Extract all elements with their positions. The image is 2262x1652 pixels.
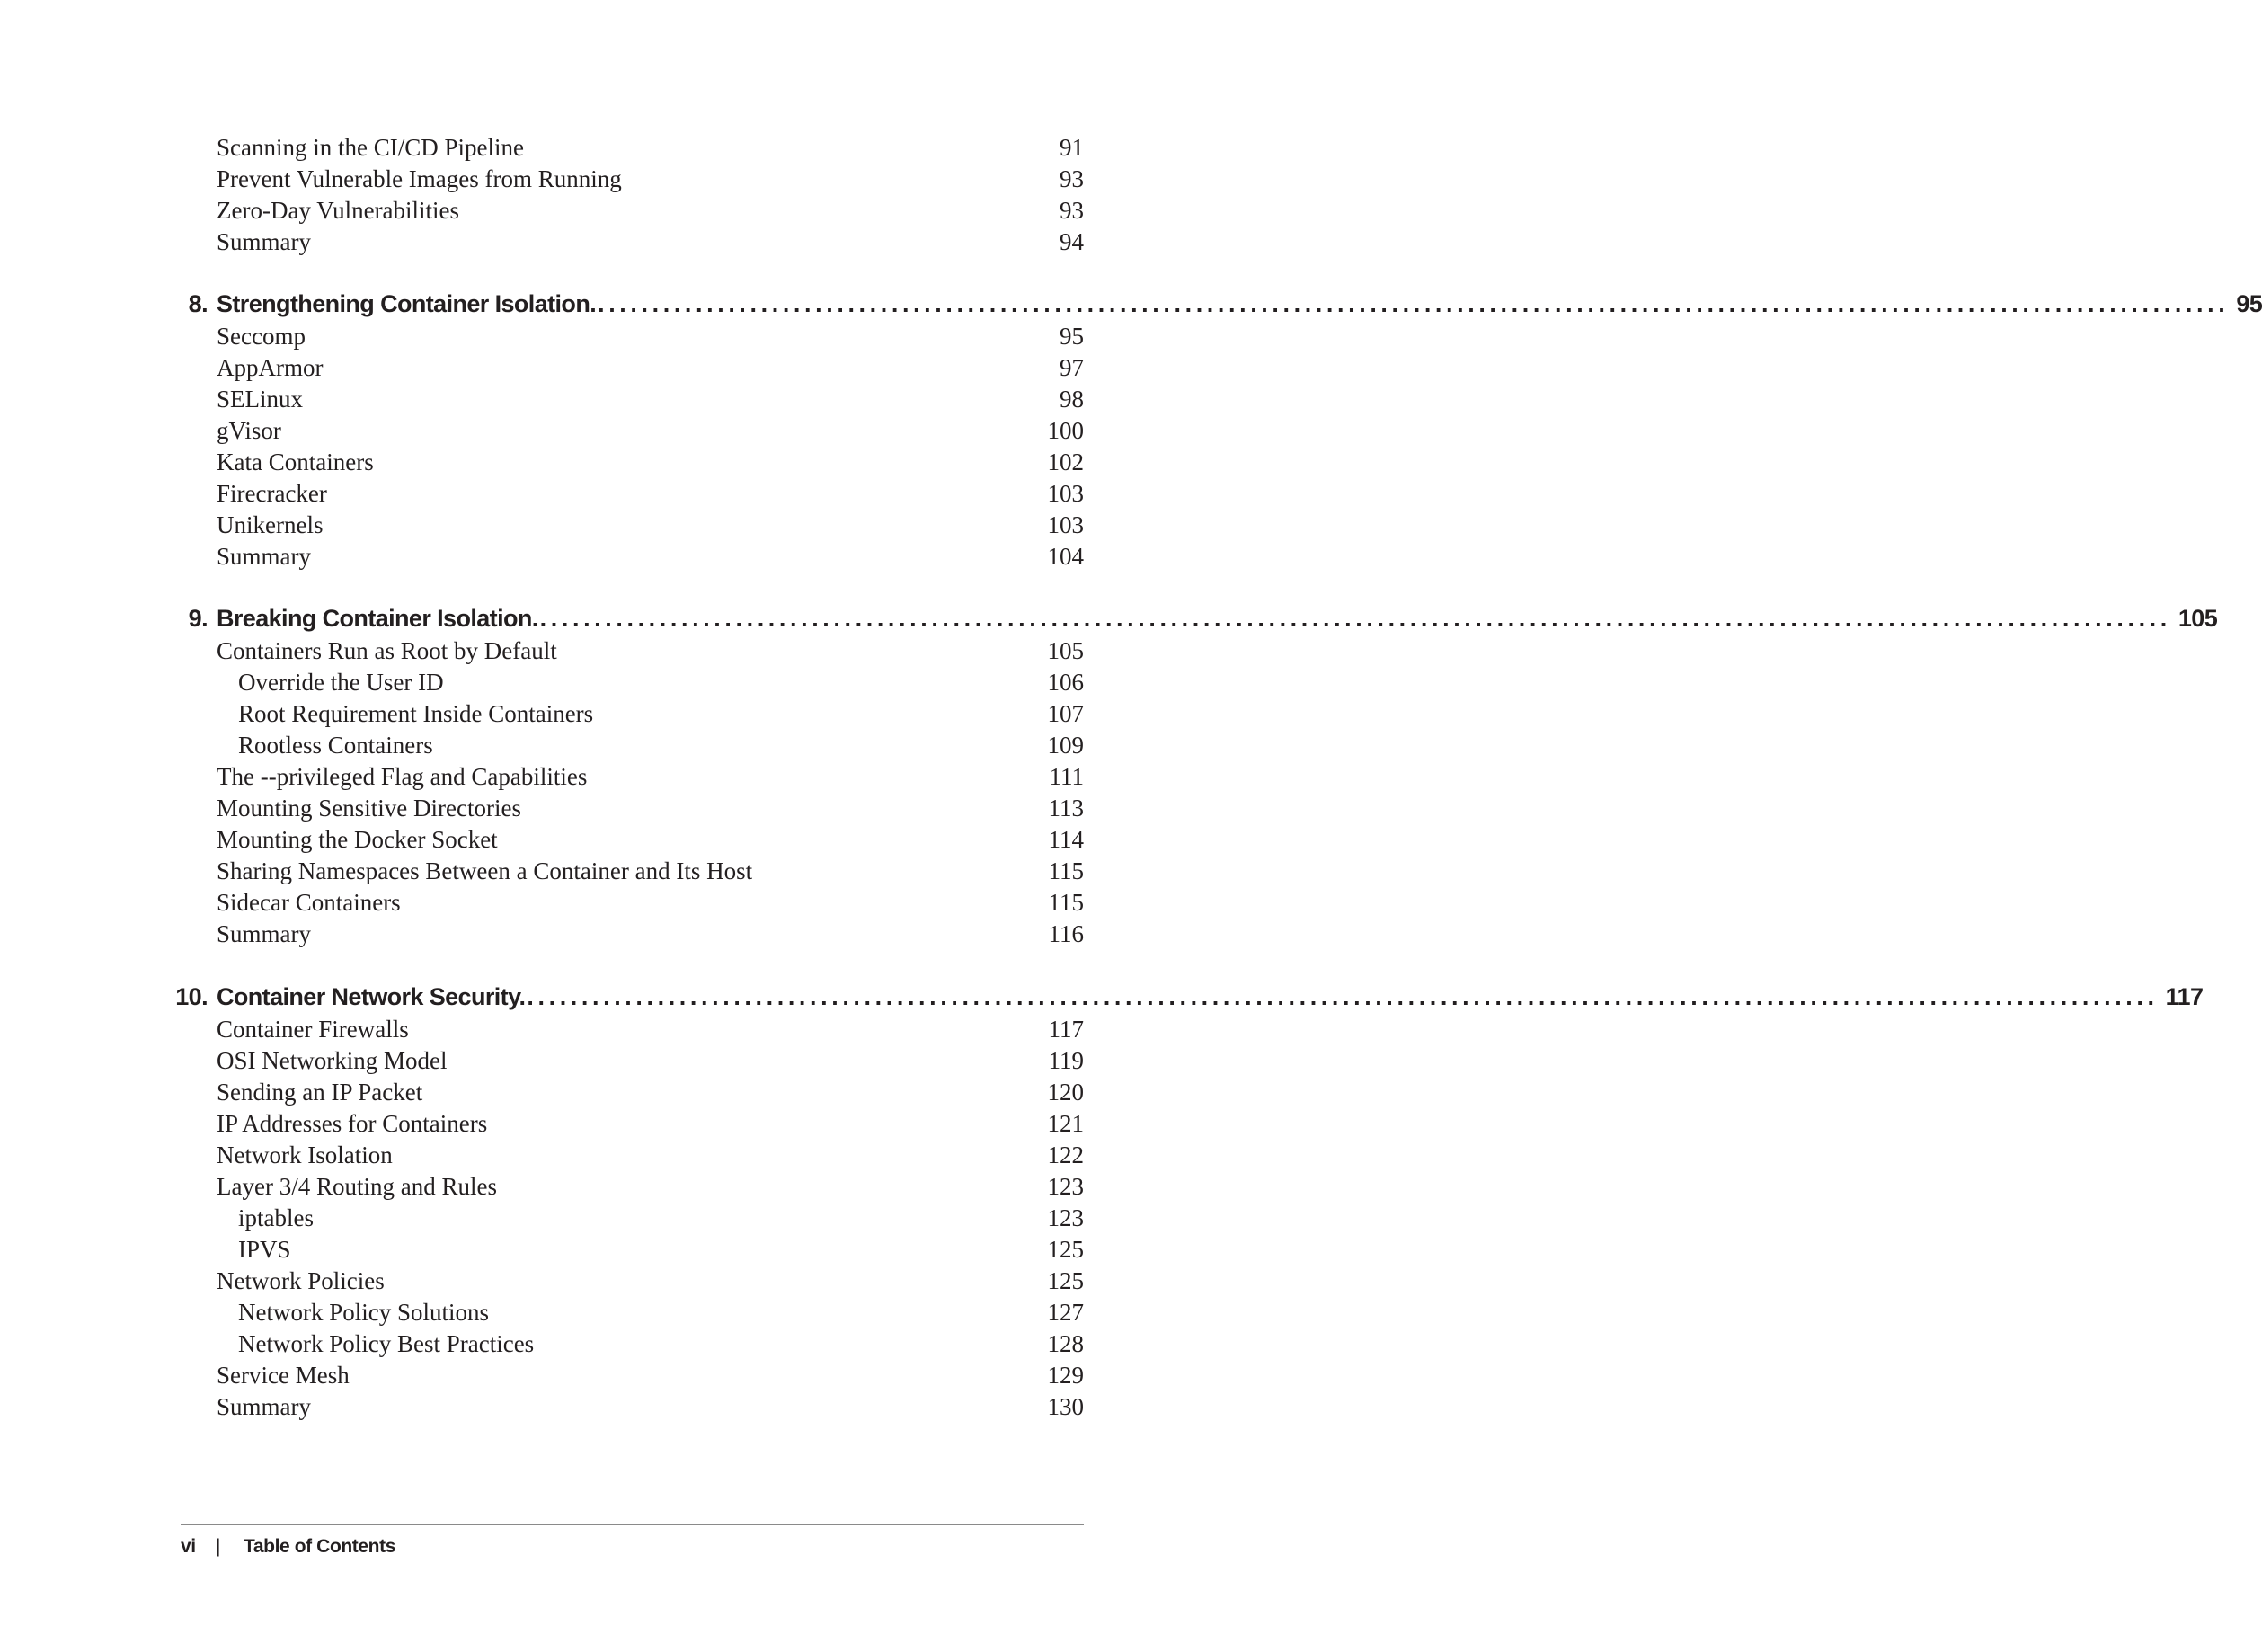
entry-page: 97 xyxy=(1060,354,1084,381)
toc-subentry[interactable] xyxy=(238,1328,1084,1360)
entry-page: 95 xyxy=(1060,323,1084,350)
chapter-page: 95 xyxy=(2236,290,2262,317)
chapter-number: 9. xyxy=(188,605,208,632)
entry-title: Rootless Containers xyxy=(238,732,433,759)
entry-title: IP Addresses for Containers xyxy=(217,1110,488,1137)
entry-page: 107 xyxy=(1047,700,1084,727)
toc-subentry[interactable] xyxy=(238,698,1084,730)
toc-entry[interactable] xyxy=(217,1391,1084,1423)
entry-title: Sharing Namespaces Between a Container and Its Host xyxy=(217,857,753,884)
entry-title: Service Mesh xyxy=(217,1362,350,1389)
toc-entry[interactable] xyxy=(217,132,1084,164)
entry-title: Kata Containers xyxy=(217,449,374,475)
entry-page: 111 xyxy=(1049,763,1084,790)
toc-entry[interactable] xyxy=(217,793,1084,824)
entry-page: 115 xyxy=(1048,889,1084,916)
toc-entry[interactable] xyxy=(217,164,1084,195)
entry-page: 120 xyxy=(1047,1079,1084,1106)
toc-entry[interactable] xyxy=(217,887,1084,919)
entry-title: Unikernels xyxy=(217,511,324,538)
toc-entry[interactable] xyxy=(217,856,1084,887)
entry-page: 121 xyxy=(1047,1110,1084,1137)
toc-subentry[interactable] xyxy=(238,1203,1084,1234)
entry-page: 103 xyxy=(1047,511,1084,538)
entry-page: 98 xyxy=(1060,386,1084,413)
toc-entry[interactable] xyxy=(217,1108,1084,1140)
entry-page: 117 xyxy=(1048,1016,1084,1043)
toc-entry[interactable] xyxy=(217,1077,1084,1108)
entry-title: Mounting Sensitive Directories xyxy=(217,795,521,822)
toc-entry[interactable] xyxy=(217,1171,1084,1203)
toc-entry[interactable] xyxy=(217,415,1084,447)
toc-entry[interactable] xyxy=(217,1014,1084,1045)
chapter-title: Breaking Container Isolation. xyxy=(217,605,538,632)
entry-title: Network Policy Best Practices xyxy=(238,1330,535,1357)
dot-leader: ...................................................................................................................................................... xyxy=(527,983,2159,1010)
entry-page: 114 xyxy=(1048,826,1084,853)
entry-page: 103 xyxy=(1047,480,1084,507)
chapter-number: 10. xyxy=(175,983,208,1010)
toc-entry[interactable] xyxy=(217,226,1084,258)
entry-title: Scanning in the CI/CD Pipeline xyxy=(217,134,524,161)
entry-page: 115 xyxy=(1048,857,1084,884)
chapter-heading-9[interactable] xyxy=(162,600,2218,636)
entry-page: 104 xyxy=(1047,543,1084,570)
toc-entry[interactable] xyxy=(217,541,1084,573)
entry-page: 123 xyxy=(1047,1173,1084,1200)
entry-page: 105 xyxy=(1047,637,1084,664)
entry-page: 123 xyxy=(1047,1204,1084,1231)
entry-title: Mounting the Docker Socket xyxy=(217,826,498,853)
entry-page: 116 xyxy=(1048,920,1084,947)
toc-entry[interactable] xyxy=(217,761,1084,793)
dot-leader: ...................................................................................................................................................... xyxy=(539,605,2171,632)
chapter-heading-10[interactable] xyxy=(162,979,2204,1015)
toc-subentry[interactable] xyxy=(238,730,1084,761)
entry-title: gVisor xyxy=(217,417,281,444)
toc-entry[interactable] xyxy=(217,824,1084,856)
entry-title: Sending an IP Packet xyxy=(217,1079,423,1106)
entry-page: 102 xyxy=(1047,449,1084,475)
entry-title: Container Firewalls xyxy=(217,1016,409,1043)
entry-page: 106 xyxy=(1047,669,1084,696)
footer-divider xyxy=(181,1524,1084,1525)
chapter-title: Strengthening Container Isolation. xyxy=(217,290,597,317)
entry-title: Summary xyxy=(217,920,311,947)
entry-page: 109 xyxy=(1047,732,1084,759)
chapter-heading-8[interactable] xyxy=(162,286,2262,322)
footer-title: Table of Contents xyxy=(244,1536,395,1557)
toc-entry[interactable] xyxy=(217,510,1084,541)
entry-title: Summary xyxy=(217,1393,311,1420)
entry-page: 113 xyxy=(1048,795,1084,822)
entry-title: Override the User ID xyxy=(238,669,444,696)
entry-page: 93 xyxy=(1060,197,1084,224)
toc-entry[interactable] xyxy=(217,447,1084,478)
entry-title: Network Policies xyxy=(217,1267,385,1294)
entry-page: 127 xyxy=(1047,1299,1084,1326)
entry-page: 130 xyxy=(1047,1393,1084,1420)
entry-page: 93 xyxy=(1060,165,1084,192)
toc-entry[interactable] xyxy=(217,321,1084,352)
entry-title: Network Policy Solutions xyxy=(238,1299,490,1326)
entry-page: 125 xyxy=(1047,1267,1084,1294)
toc-entry[interactable] xyxy=(217,1360,1084,1391)
entry-title: Seccomp xyxy=(217,323,306,350)
toc-entry[interactable] xyxy=(217,352,1084,384)
toc-entry[interactable] xyxy=(217,1045,1084,1077)
toc-entry[interactable] xyxy=(217,1266,1084,1297)
toc-subentry[interactable] xyxy=(238,667,1084,698)
chapter-number: 8. xyxy=(188,290,208,317)
entry-page: 128 xyxy=(1047,1330,1084,1357)
entry-title: Layer 3/4 Routing and Rules xyxy=(217,1173,497,1200)
chapter-title: Container Network Security. xyxy=(217,983,526,1010)
toc-subentry[interactable] xyxy=(238,1234,1084,1266)
chapter-page: 117 xyxy=(2165,983,2204,1010)
entry-title: Summary xyxy=(217,228,311,255)
entry-title: Network Isolation xyxy=(217,1141,393,1168)
entry-page: 129 xyxy=(1047,1362,1084,1389)
entry-title: Summary xyxy=(217,543,311,570)
toc-entry[interactable] xyxy=(217,919,1084,950)
toc-subentry[interactable] xyxy=(238,1297,1084,1328)
entry-title: AppArmor xyxy=(217,354,324,381)
entry-page: 94 xyxy=(1060,228,1084,255)
dot-leader: ...................................................................................................................................................... xyxy=(598,290,2230,317)
entry-title: The --privileged Flag and Capabilities xyxy=(217,763,588,790)
entry-title: Sidecar Containers xyxy=(217,889,401,916)
entry-page: 100 xyxy=(1047,417,1084,444)
entry-title: Firecracker xyxy=(217,480,327,507)
entry-title: Containers Run as Root by Default xyxy=(217,637,557,664)
toc-entry[interactable] xyxy=(217,635,1084,667)
entry-title: OSI Networking Model xyxy=(217,1047,448,1074)
entry-title: Prevent Vulnerable Images from Running xyxy=(217,165,622,192)
footer-page-number: vi xyxy=(181,1536,196,1557)
toc-entry[interactable] xyxy=(217,478,1084,510)
entry-title: IPVS xyxy=(238,1236,291,1263)
entry-page: 119 xyxy=(1048,1047,1084,1074)
toc-entry[interactable] xyxy=(217,1140,1084,1171)
entry-title: Zero-Day Vulnerabilities xyxy=(217,197,460,224)
entry-page: 122 xyxy=(1047,1141,1084,1168)
footer-separator: | xyxy=(216,1536,221,1557)
entry-title: Root Requirement Inside Containers xyxy=(238,700,594,727)
entry-page: 91 xyxy=(1060,134,1084,161)
entry-page: 125 xyxy=(1047,1236,1084,1263)
entry-title: iptables xyxy=(238,1204,314,1231)
chapter-page: 105 xyxy=(2178,605,2218,632)
toc-entry[interactable] xyxy=(217,195,1084,226)
entry-title: SELinux xyxy=(217,386,304,413)
toc-entry[interactable] xyxy=(217,384,1084,415)
